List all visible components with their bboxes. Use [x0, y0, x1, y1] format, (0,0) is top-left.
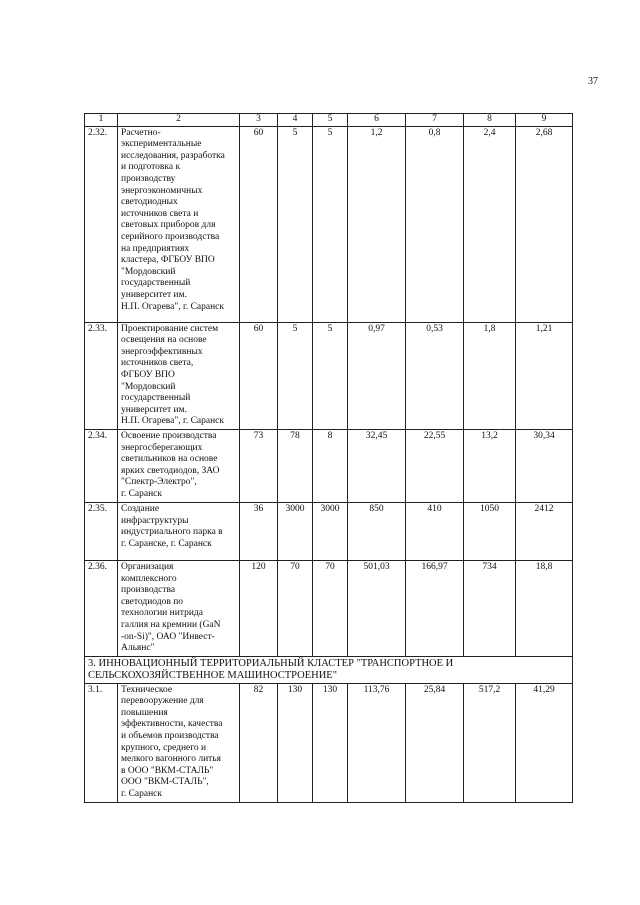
description-line: светодиодных — [121, 197, 178, 208]
description-line: и объемов производства — [121, 731, 219, 742]
value-col-9: 18,8 — [516, 560, 573, 656]
description-line: "Мордовский — [121, 381, 176, 392]
value-col-5: 5 — [313, 322, 348, 429]
description-line: университет им. — [121, 404, 187, 415]
description-line: государственный — [121, 278, 191, 289]
value-col-9: 2412 — [516, 502, 573, 560]
value-col-5: 3000 — [313, 502, 348, 560]
description-line: светильников на основе — [121, 454, 218, 465]
description-line: освещения на основе — [121, 335, 207, 346]
value-col-7: 0,8 — [406, 126, 464, 322]
column-header: 6 — [348, 114, 406, 127]
value-col-3: 73 — [240, 429, 278, 502]
value-col-3: 60 — [240, 126, 278, 322]
column-header: 8 — [464, 114, 516, 127]
value-col-7: 22,55 — [406, 429, 464, 502]
description-line: ярких светодиодов, ЗАО — [121, 465, 220, 476]
value-col-7: 410 — [406, 502, 464, 560]
description-line: университет им. — [121, 289, 187, 300]
value-col-5: 70 — [313, 560, 348, 656]
description-line: эффективности, качества — [121, 719, 223, 730]
description-line: серийного производства — [121, 231, 220, 242]
column-header: 5 — [313, 114, 348, 127]
description-line: энергоэффективных — [121, 346, 203, 357]
section-title: 3. ИННОВАЦИОННЫЙ ТЕРРИТОРИАЛЬНЫЙ КЛАСТЕР "ТРАНСПОРТНОЕ И СЕЛЬСКОХОЗЯЙСТВЕННОЕ МАШИНОСТРОЕНИЕ" — [85, 656, 573, 683]
value-col-7: 0,53 — [406, 322, 464, 429]
column-header: 9 — [516, 114, 573, 127]
description-line: Н.П. Огарева", г. Саранск — [121, 416, 225, 427]
value-col-4: 78 — [278, 429, 313, 502]
column-number-header-row — [85, 114, 573, 127]
description-line: Освоение производства — [121, 430, 217, 441]
row-id: 2.34. — [85, 429, 118, 502]
value-col-5: 8 — [313, 429, 348, 502]
row-description — [118, 502, 240, 560]
value-col-4: 5 — [278, 126, 313, 322]
row-description — [118, 560, 240, 656]
value-col-3: 60 — [240, 322, 278, 429]
description-line: инфраструктуры — [121, 515, 189, 526]
description-line: энергоэкономичных — [121, 185, 203, 196]
description-line: "Спектр-Электро", — [121, 477, 197, 488]
description-line: комплексного — [121, 573, 177, 584]
value-col-9: 1,21 — [516, 322, 573, 429]
description-line: галлия на кремнии (GaN — [121, 619, 221, 630]
table-row — [85, 322, 573, 429]
description-line: перевооружение для — [121, 696, 204, 707]
description-line: и подготовка к — [121, 162, 181, 173]
value-col-7: 166,97 — [406, 560, 464, 656]
description-line: производства — [121, 585, 176, 596]
value-col-4: 70 — [278, 560, 313, 656]
row-description — [118, 322, 240, 429]
description-line: источников света и — [121, 208, 199, 219]
row-description — [118, 126, 240, 322]
value-col-3: 36 — [240, 502, 278, 560]
description-line: энергосберегающих — [121, 442, 203, 453]
value-col-4: 5 — [278, 322, 313, 429]
section-header-row — [85, 656, 573, 683]
description-line: Н.П. Огарева", г. Саранск — [121, 301, 225, 312]
row-id: 2.36. — [85, 560, 118, 656]
column-header: 1 — [85, 114, 118, 127]
description-line: Организация — [121, 561, 174, 572]
description-line: Техническое — [121, 684, 173, 695]
description-line: Расчетно- — [121, 127, 161, 138]
value-col-6: 501,03 — [348, 560, 406, 656]
description-line: "Мордовский — [121, 266, 176, 277]
value-col-9: 2,68 — [516, 126, 573, 322]
table-row — [85, 560, 573, 656]
description-line: на предприятиях — [121, 243, 190, 254]
description-line: Создание — [121, 503, 160, 514]
row-id: 3.1. — [85, 683, 118, 802]
description-line: производству — [121, 173, 176, 184]
row-description — [118, 429, 240, 502]
description-line: индустриального парка в — [121, 527, 223, 538]
value-col-8: 13,2 — [464, 429, 516, 502]
description-line: светодиодов по — [121, 596, 184, 607]
value-col-8: 2,4 — [464, 126, 516, 322]
value-col-8: 1,8 — [464, 322, 516, 429]
value-col-3: 120 — [240, 560, 278, 656]
description-line: технологии нитрида — [121, 608, 203, 619]
description-line: ООО "ВКМ-СТАЛЬ", — [121, 777, 209, 788]
value-col-9: 30,34 — [516, 429, 573, 502]
description-line: -on-Si)", ОАО "Инвест- — [121, 631, 215, 642]
description-line: повышения — [121, 707, 168, 718]
description-line: крупного, среднего и — [121, 742, 207, 753]
value-col-3: 82 — [240, 683, 278, 802]
column-header: 7 — [406, 114, 464, 127]
column-header: 4 — [278, 114, 313, 127]
row-id: 2.35. — [85, 502, 118, 560]
data-table — [84, 113, 573, 803]
column-header: 3 — [240, 114, 278, 127]
description-line: ФГБОУ ВПО — [121, 369, 175, 380]
description-line: световых приборов для — [121, 220, 216, 231]
description-line: государственный — [121, 393, 191, 404]
value-col-7: 25,84 — [406, 683, 464, 802]
description-line: г. Саранск — [121, 488, 163, 499]
description-line: кластера, ФГБОУ ВПО — [121, 255, 215, 266]
description-line: мелкого вагонного литья — [121, 754, 222, 765]
value-col-6: 32,45 — [348, 429, 406, 502]
value-col-4: 130 — [278, 683, 313, 802]
description-line: Альянс" — [121, 643, 155, 654]
description-line: г. Саранск — [121, 789, 163, 800]
description-line: г. Саранске, г. Саранск — [121, 538, 212, 549]
value-col-9: 41,29 — [516, 683, 573, 802]
value-col-6: 1,2 — [348, 126, 406, 322]
value-col-5: 130 — [313, 683, 348, 802]
value-col-6: 0,97 — [348, 322, 406, 429]
value-col-6: 850 — [348, 502, 406, 560]
description-line: Проектирование систем — [121, 323, 219, 334]
table-row — [85, 683, 573, 802]
value-col-8: 734 — [464, 560, 516, 656]
value-col-4: 3000 — [278, 502, 313, 560]
column-header: 2 — [118, 114, 240, 127]
table-row — [85, 502, 573, 560]
row-id: 2.33. — [85, 322, 118, 429]
table-row — [85, 429, 573, 502]
value-col-8: 1050 — [464, 502, 516, 560]
page-number: 37 — [588, 76, 598, 87]
row-id: 2.32. — [85, 126, 118, 322]
value-col-6: 113,76 — [348, 683, 406, 802]
table-row — [85, 126, 573, 322]
value-col-5: 5 — [313, 126, 348, 322]
row-description — [118, 683, 240, 802]
description-line: в ООО "ВКМ-СТАЛЬ" — [121, 765, 214, 776]
value-col-8: 517,2 — [464, 683, 516, 802]
description-line: экспериментальные — [121, 139, 202, 150]
description-line: источников света, — [121, 358, 194, 369]
description-line: исследования, разработка — [121, 150, 225, 161]
